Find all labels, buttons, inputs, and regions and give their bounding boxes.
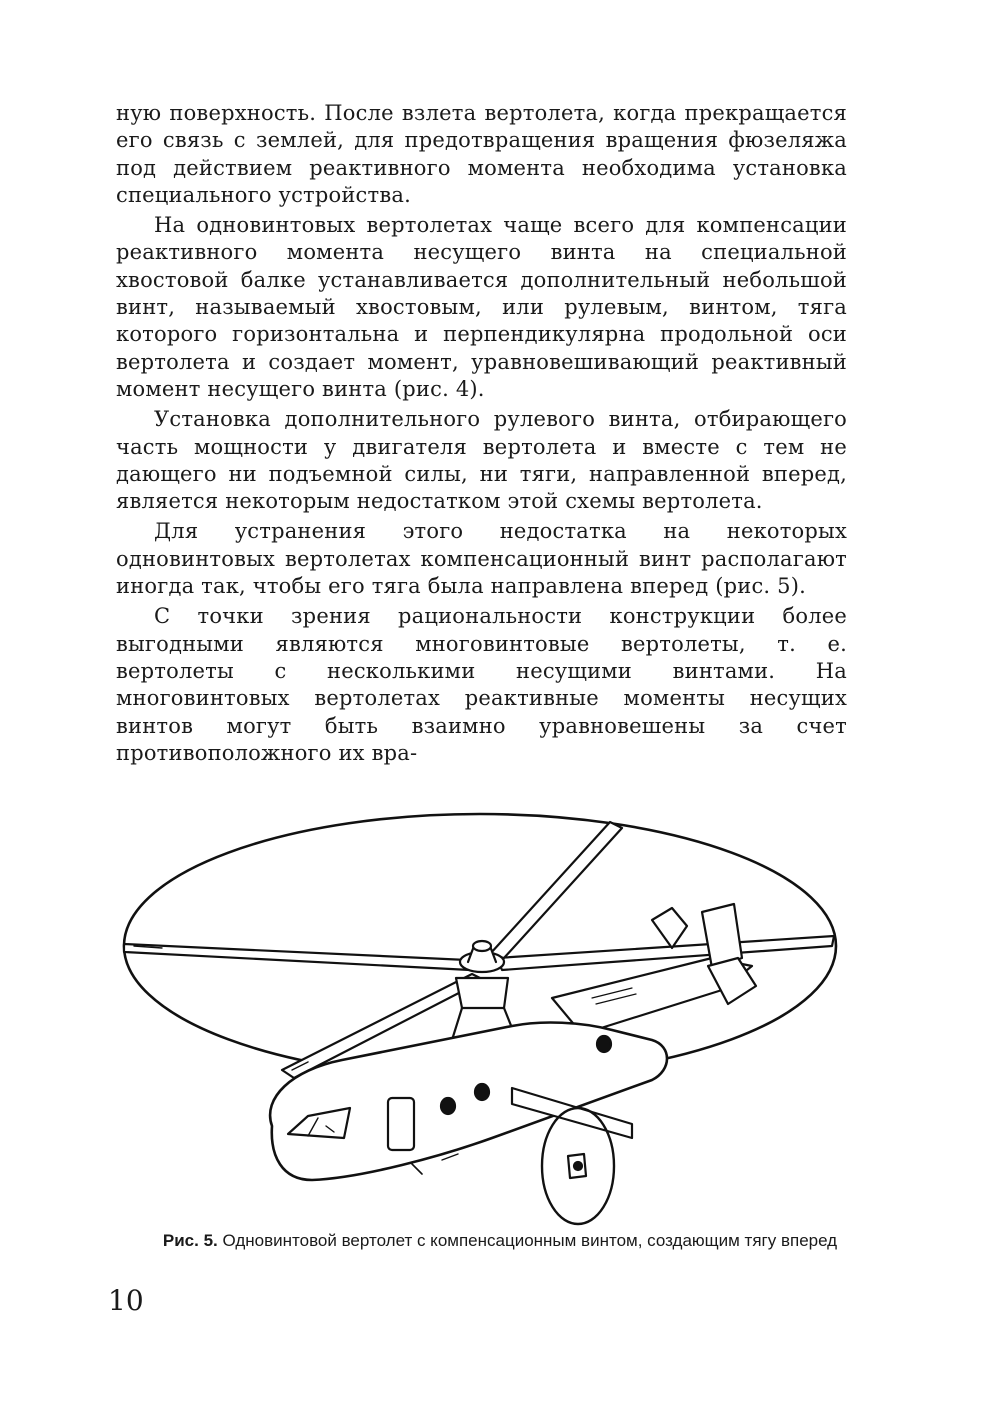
paragraph-4: Для устранения этого недостатка на некоторых одновинтовых вертолетах компенсационный винт располагают иногда так, чтобы его тяга была направлена вперед (рис. 5). (116, 519, 847, 599)
paragraph-2: На одновинтовых вертолетах чаще всего для компенсации реактивного момента несущего винта на специальной хвостовой балке устанавливается дополнительный небольшой винт, называемый хвостовым, или рулевым, винтом, тяга которого горизонтальна и перпендикулярна продольной оси вертолета и создает момент, уравновешивающий реактивный момент несущего винта (рис. 4). (116, 213, 847, 401)
caption-text: Одновинтовой вертолет с компенсационным винтом, создающим тягу вперед (222, 1231, 838, 1250)
tail-assembly (552, 904, 756, 1034)
caption-label: Рис. 5. (162, 1231, 218, 1250)
figure-caption (140, 1230, 860, 1252)
paragraph-5: С точки зрения рациональности конструкции более выгодными являются многовинтовые вертолеты, т. е. вертолеты с несколькими несущими винтами. На многовинтовых вертолетах реактивные моменты несущих винтов могут быть взаимно уравновешены за счет противоположного их вра- (116, 604, 847, 765)
paragraph-3: Установка дополнительного рулевого винта, отбирающего часть мощности у двигателя вертолета и вместе с тем не дающего ни подъемной силы, ни тяги, направленной вперед, является некоторым недостатком этой схемы вертолета. (116, 407, 847, 514)
compensating-propeller (512, 1088, 632, 1224)
body-text (116, 100, 847, 770)
paragraph-1: ную поверхность. После взлета вертолета, когда прекращается его связь с землей, для предотвращения вращения фюзеляжа под действием реактивного момента необходима установка специального устройства. (116, 101, 847, 207)
page-number: 10 (108, 1284, 144, 1317)
helicopter-illustration (112, 808, 852, 1228)
